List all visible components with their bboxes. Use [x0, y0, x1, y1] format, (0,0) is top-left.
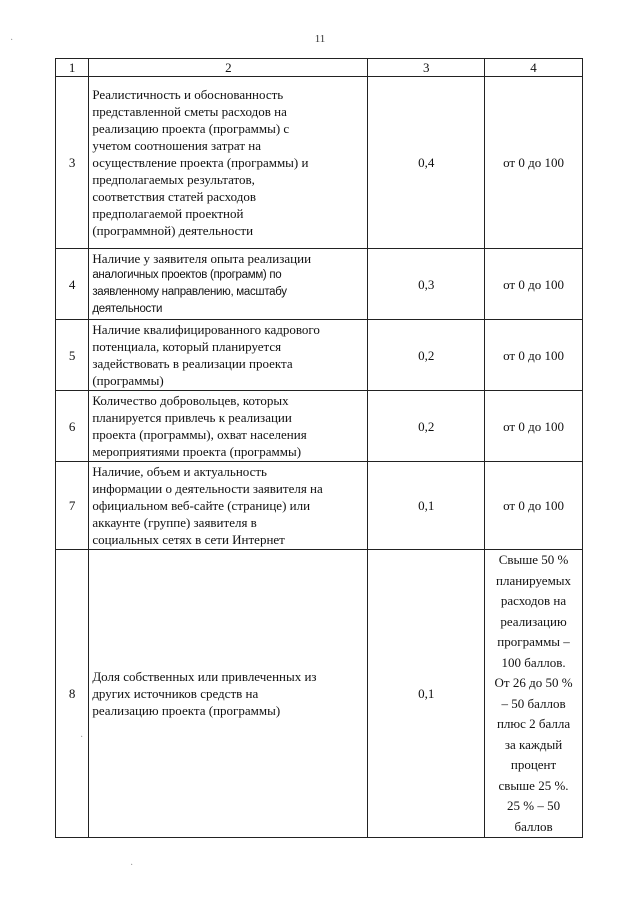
header-cell: 4: [485, 59, 583, 77]
criterion-line: задействовать в реализации проекта: [92, 356, 293, 371]
criterion-line: реализацию проекта (программы) с: [92, 121, 290, 136]
header-cell: 3: [368, 59, 485, 77]
score-line: – 50 баллов: [501, 695, 566, 711]
table-row: [56, 249, 583, 320]
criterion-text: [89, 320, 368, 391]
row-number: 8: [56, 550, 89, 838]
criterion-line: (программы): [92, 373, 164, 388]
table-row: [56, 462, 583, 550]
criterion-text: [89, 77, 368, 249]
score-range: от 0 до 100: [485, 77, 583, 249]
coefficient: 0,1: [368, 462, 485, 550]
coefficient: 0,2: [368, 391, 485, 462]
score-line: свыше 25 %.: [498, 777, 569, 793]
criterion-text: [89, 462, 368, 550]
criterion-line: других источников средств на: [92, 686, 259, 701]
criterion-line: аналогичных проектов (программ) по: [92, 269, 282, 281]
table-row: [56, 550, 583, 838]
criterion-line: Количество добровольцев, которых: [92, 393, 289, 408]
criterion-line: Наличие, объем и актуальность: [92, 464, 267, 479]
score-line: От 26 до 50 %: [494, 675, 573, 690]
score-line: за каждый: [504, 736, 563, 752]
score-line: программы –: [497, 634, 570, 649]
coefficient: 0,1: [368, 550, 485, 838]
criterion-line: Реалистичность и обоснованность: [92, 87, 284, 102]
criterion-line: предполагаемой проектной: [92, 206, 244, 221]
criterion-line: информации о деятельности заявителя на: [92, 481, 323, 496]
criterion-text: [89, 550, 368, 838]
criterion-text: [89, 249, 368, 320]
score-range: от 0 до 100: [485, 320, 583, 391]
score-line: процент: [510, 757, 557, 772]
row-number: 7: [56, 462, 89, 550]
criterion-line: (программной) деятельности: [92, 223, 254, 238]
criterion-line: проекта (программы), охват населения: [92, 427, 307, 442]
table-row: [56, 320, 583, 391]
criterion-line: официальном веб-сайте (странице) или: [92, 498, 311, 513]
coefficient: 0,3: [368, 249, 485, 320]
score-range: [485, 550, 583, 838]
criterion-line: социальных сетях в сети Интернет: [92, 532, 285, 547]
score-line: Свыше 50 %: [498, 552, 569, 567]
scan-speck: ·: [10, 35, 14, 46]
criterion-line: учетом соотношения затрат на: [92, 138, 262, 153]
table-header-row: [56, 59, 583, 77]
coefficient: 0,2: [368, 320, 485, 391]
row-number: 5: [56, 320, 89, 391]
criteria-table: [55, 58, 583, 838]
criterion-text: [89, 391, 368, 462]
score-range: от 0 до 100: [485, 249, 583, 320]
criterion-line: осуществление проекта (программы) и: [92, 155, 309, 170]
scan-speck: ·: [130, 860, 134, 871]
row-number: 6: [56, 391, 89, 462]
criterion-line: Наличие квалифицированного кадрового: [92, 322, 320, 337]
table-row: [56, 391, 583, 462]
table-row: [56, 77, 583, 249]
header-cell: 2: [89, 59, 368, 77]
score-line: планируемых: [496, 572, 572, 588]
score-line: реализацию: [500, 613, 567, 629]
criterion-line: реализацию проекта (программы): [92, 703, 281, 718]
criterion-line: предполагаемых результатов,: [92, 172, 255, 187]
score-range: от 0 до 100: [485, 391, 583, 462]
criterion-line: аккаунте (группе) заявителя в: [92, 515, 257, 530]
criterion-line: мероприятиями проекта (программы): [92, 444, 302, 459]
coefficient: 0,4: [368, 77, 485, 249]
page-number: 11: [314, 33, 326, 45]
row-number: 4: [56, 249, 89, 320]
score-range: от 0 до 100: [485, 462, 583, 550]
score-line: 100 баллов.: [501, 654, 566, 670]
score-line: плюс 2 балла: [496, 716, 571, 731]
score-line: баллов: [514, 818, 553, 834]
criterion-line: представленной сметы расходов на: [92, 104, 287, 119]
header-cell: 1: [56, 59, 89, 77]
score-line: 25 % – 50: [506, 798, 561, 813]
criterion-line: деятельности: [92, 303, 163, 315]
criterion-line: планируется привлечь к реализации: [92, 410, 292, 425]
criterion-line: Наличие у заявителя опыта реализации: [92, 251, 312, 266]
criterion-line: соответствия статей расходов: [92, 189, 256, 204]
criterion-line: потенциала, который планируется: [92, 339, 282, 354]
row-number: 3: [56, 77, 89, 249]
scan-speck: ·: [80, 732, 84, 743]
score-line: расходов на: [500, 593, 567, 608]
criterion-line: заявленному направлению, масштабу: [92, 286, 287, 298]
criterion-line: Доля собственных или привлеченных из: [92, 669, 317, 684]
